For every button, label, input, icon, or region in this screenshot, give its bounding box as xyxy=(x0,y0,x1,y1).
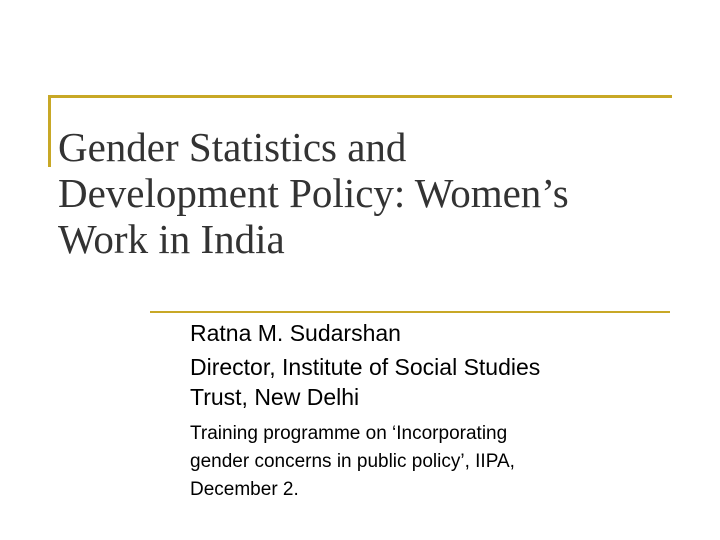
subtitle-divider-line xyxy=(150,311,670,313)
author-affiliation xyxy=(190,352,690,412)
affiliation-line: Trust, New Delhi xyxy=(190,384,360,410)
event-line: gender concerns in public policy’, IIPA, xyxy=(190,451,515,472)
title-line: Gender Statistics and xyxy=(58,124,407,170)
title-accent-left-line xyxy=(48,95,51,167)
affiliation-line: Director, Institute of Social Studies xyxy=(190,354,541,380)
author-name: Ratna M. Sudarshan xyxy=(190,320,401,346)
event-line: December 2. xyxy=(190,479,299,500)
slide-body xyxy=(190,318,690,504)
title-line: Development Policy: Women’s xyxy=(58,170,569,216)
title-accent-top-line xyxy=(48,95,672,98)
slide-title xyxy=(58,124,698,262)
event-description xyxy=(190,420,690,504)
event-line: Training programme on ‘Incorporating xyxy=(190,423,508,444)
title-line: Work in India xyxy=(58,216,285,262)
